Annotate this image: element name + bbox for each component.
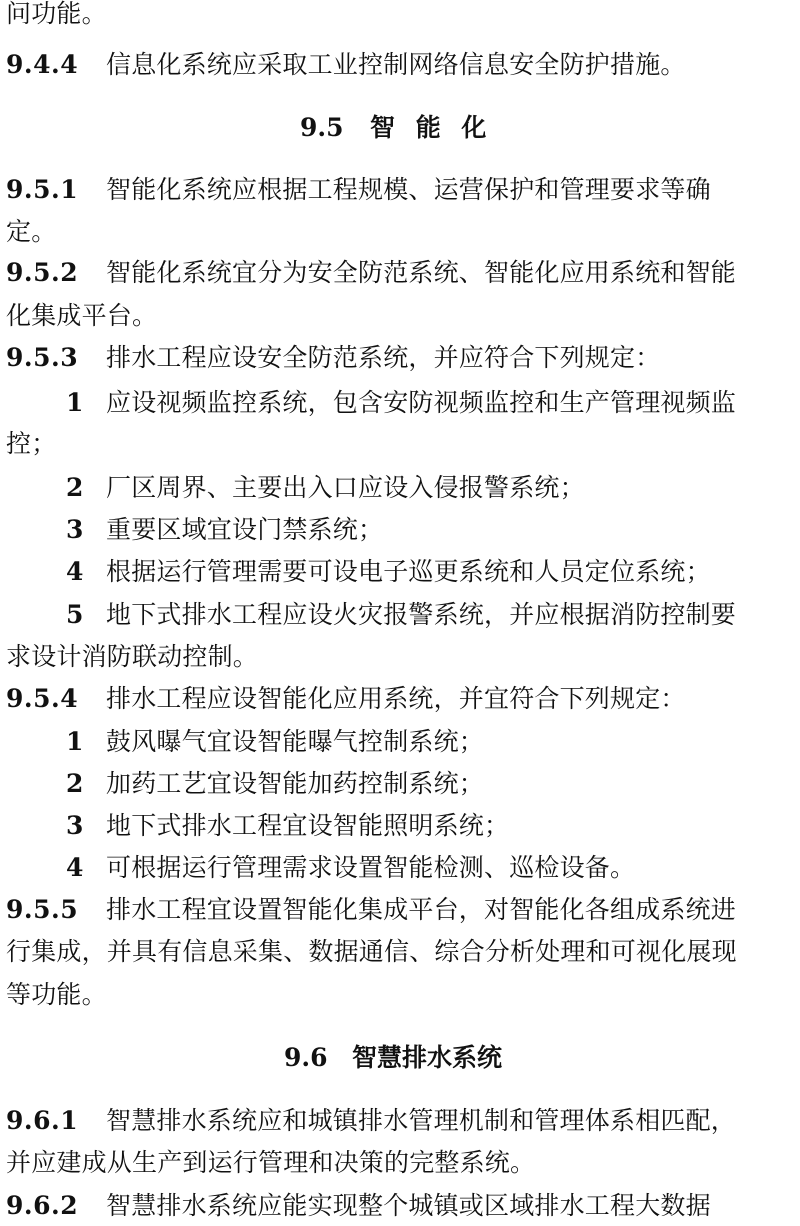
list-item-9-5-3-2 [0, 468, 800, 508]
clause-9-6-1 [0, 1101, 800, 1141]
clause-text: 智慧排水系统应能实现整个城镇或区域排水工程大数据 [106, 1191, 711, 1220]
clause-text: 定。 [6, 217, 57, 246]
item-text: 重要区域宜设门禁系统； [106, 515, 384, 544]
list-item-9-5-3-5-cont [0, 637, 800, 677]
clause-9-5-1-cont [0, 212, 800, 252]
paragraph-text: 问功能。 [6, 0, 107, 28]
section-heading-9-6 [0, 1038, 800, 1078]
clause-number: 9.5.1 [6, 175, 79, 204]
clause-number: 9.4.4 [6, 50, 79, 79]
item-text: 求设计消防联动控制。 [6, 642, 259, 671]
clause-text: 排水工程应设安全防范系统，并应符合下列规定： [106, 343, 661, 372]
section-heading-9-5 [0, 108, 800, 148]
clause-text: 排水工程应设智能化应用系统，并宜符合下列规定： [106, 684, 686, 713]
list-item-9-5-3-3 [0, 510, 800, 550]
clause-text: 智慧排水系统应和城镇排水管理机制和管理体系相匹配， [106, 1106, 737, 1135]
section-title: 智慧排水系统 [352, 1043, 503, 1072]
clause-text: 并应建成从生产到运行管理和决策的完整系统。 [6, 1148, 536, 1177]
clause-number: 9.5.2 [6, 258, 79, 287]
item-text: 应设视频监控系统，包含安防视频监控和生产管理视频监 [106, 388, 737, 417]
item-text: 地下式排水工程应设火灾报警系统，并应根据消防控制要 [106, 600, 737, 629]
clause-9-4-4 [0, 45, 800, 85]
clause-9-5-4 [0, 679, 800, 719]
clause-number: 9.5.4 [6, 684, 79, 713]
item-text: 可根据运行管理需求设置智能检测、巡检设备。 [106, 853, 636, 882]
clause-text: 智能化系统应根据工程规模、运营保护和管理要求等确 [106, 175, 711, 204]
item-text: 厂区周界、主要出入口应设入侵报警系统； [106, 473, 585, 502]
list-item-9-5-4-2 [0, 764, 800, 804]
clause-9-5-2 [0, 253, 800, 293]
clause-number: 9.6.1 [6, 1106, 79, 1135]
item-number: 3 [66, 515, 84, 544]
clause-text: 排水工程宜设置智能化集成平台，对智能化各组成系统进 [106, 895, 737, 924]
clause-number: 9.5.5 [6, 895, 79, 924]
section-number: 9.5 [300, 113, 344, 142]
list-item-9-5-3-1-cont [0, 424, 800, 464]
item-number: 1 [66, 727, 84, 756]
item-number: 3 [66, 811, 84, 840]
item-number: 5 [66, 600, 84, 629]
clause-text: 行集成，并具有信息采集、数据通信、综合分析处理和可视化展现 [6, 937, 737, 966]
item-number: 4 [66, 853, 84, 882]
clause-9-5-5-cont [0, 932, 800, 972]
clause-text: 智能化系统宜分为安全防范系统、智能化应用系统和智能 [106, 258, 737, 287]
list-item-9-5-4-3 [0, 806, 800, 846]
list-item-9-5-3-5 [0, 595, 800, 635]
item-text: 鼓风曝气宜设智能曝气控制系统； [106, 727, 485, 756]
item-number: 2 [66, 769, 84, 798]
clause-text: 化集成平台。 [6, 301, 158, 330]
item-number: 4 [66, 557, 84, 586]
clause-9-5-3 [0, 338, 800, 378]
list-item-9-5-3-4 [0, 552, 800, 592]
clause-9-6-1-cont [0, 1143, 800, 1183]
item-text: 地下式排水工程宜设智能照明系统； [106, 811, 510, 840]
clause-9-6-2 [0, 1186, 800, 1226]
item-text: 控； [6, 429, 57, 458]
clause-text: 等功能。 [6, 980, 107, 1009]
section-title: 智 能 化 [370, 113, 493, 142]
clause-text: 信息化系统应采取工业控制网络信息安全防护措施。 [106, 50, 686, 79]
clause-9-5-1 [0, 170, 800, 210]
clause-number: 9.5.3 [6, 343, 79, 372]
clause-number: 9.6.2 [6, 1191, 79, 1220]
item-number: 2 [66, 473, 84, 502]
continuation-line [0, 0, 800, 34]
list-item-9-5-4-1 [0, 722, 800, 762]
clause-9-5-2-cont [0, 296, 800, 336]
item-text: 根据运行管理需要可设电子巡更系统和人员定位系统； [106, 557, 711, 586]
section-number: 9.6 [284, 1043, 328, 1072]
list-item-9-5-4-4 [0, 848, 800, 888]
item-text: 加药工艺宜设智能加药控制系统； [106, 769, 485, 798]
clause-9-5-5-cont [0, 975, 800, 1015]
clause-9-5-5 [0, 890, 800, 930]
list-item-9-5-3-1 [0, 383, 800, 423]
item-number: 1 [66, 388, 84, 417]
